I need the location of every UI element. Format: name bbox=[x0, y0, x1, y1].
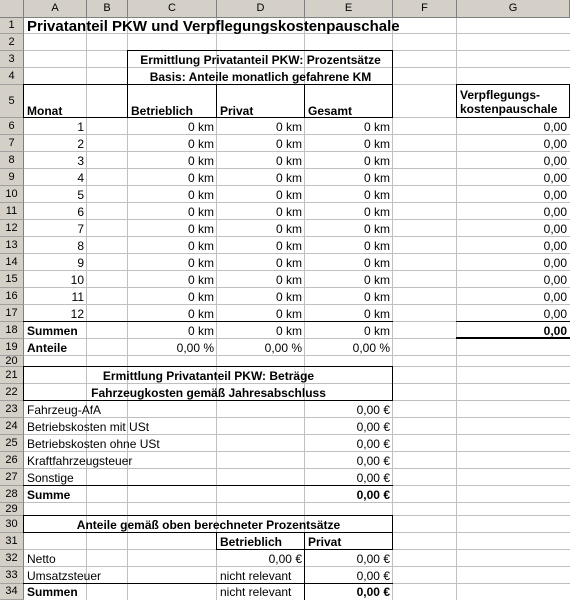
km-betrieblich[interactable]: 0 km bbox=[187, 136, 214, 151]
km-gesamt[interactable]: 0 km bbox=[363, 238, 390, 253]
section3-heading[interactable]: Anteile gemäß oben berechneter Prozentsätze bbox=[76, 517, 341, 532]
cost-label[interactable]: Betriebskosten ohne USt bbox=[27, 436, 160, 451]
column-header-b[interactable]: B bbox=[87, 0, 128, 18]
header-line-2: kostenpauschale bbox=[460, 101, 558, 116]
netto-betrieblich[interactable]: 0,00 € bbox=[268, 551, 302, 566]
row-header-16[interactable]: 16 bbox=[0, 288, 24, 305]
km-privat[interactable]: 0 km bbox=[275, 187, 302, 202]
verpflegung-value[interactable]: 0,00 bbox=[543, 272, 567, 287]
month-number[interactable]: 9 bbox=[77, 255, 84, 270]
header-betrieblich[interactable]: Betrieblich bbox=[131, 104, 194, 118]
header-betrieblich-2[interactable]: Betrieblich bbox=[220, 534, 283, 549]
month-number[interactable]: 2 bbox=[77, 136, 84, 151]
row-header-33[interactable]: 33 bbox=[0, 567, 24, 584]
km-betrieblich[interactable]: 0 km bbox=[187, 255, 214, 270]
row-header-3[interactable]: 3 bbox=[0, 51, 24, 68]
km-betrieblich[interactable]: 0 km bbox=[187, 289, 214, 304]
netto-privat[interactable]: 0,00 € bbox=[356, 551, 390, 566]
km-privat[interactable]: 0 km bbox=[275, 119, 302, 134]
cost-label[interactable]: Betriebskosten mit USt bbox=[27, 419, 150, 434]
row-header-20[interactable]: 20 bbox=[0, 356, 24, 367]
row-header-27[interactable]: 27 bbox=[0, 469, 24, 486]
month-number[interactable]: 5 bbox=[77, 187, 84, 202]
section1-heading[interactable]: Ermittlung Privatanteil PKW: Prozentsätze bbox=[140, 52, 381, 67]
km-privat[interactable]: 0 km bbox=[275, 153, 302, 168]
month-number[interactable]: 11 bbox=[71, 289, 84, 304]
sum-gesamt[interactable]: 0 km bbox=[363, 323, 390, 338]
umsatzsteuer-betrieblich[interactable]: nicht relevant bbox=[220, 568, 292, 583]
month-number[interactable]: 6 bbox=[77, 204, 84, 219]
row-header-8[interactable]: 8 bbox=[0, 152, 24, 169]
cost-label[interactable]: Kraftfahrzeugsteuer bbox=[27, 453, 133, 468]
km-betrieblich[interactable]: 0 km bbox=[187, 238, 214, 253]
select-all-corner[interactable] bbox=[0, 0, 24, 18]
month-number[interactable]: 7 bbox=[77, 221, 84, 236]
km-betrieblich[interactable]: 0 km bbox=[187, 306, 214, 321]
month-number[interactable]: 8 bbox=[77, 238, 84, 253]
month-number[interactable]: 4 bbox=[77, 170, 84, 185]
verpflegung-value[interactable]: 0,00 bbox=[543, 204, 567, 219]
km-privat[interactable]: 0 km bbox=[275, 238, 302, 253]
month-number[interactable]: 12 bbox=[70, 306, 84, 321]
row-header-23[interactable]: 23 bbox=[0, 401, 24, 418]
verpflegung-value[interactable]: 0,00 bbox=[543, 238, 567, 253]
row-header-22[interactable]: 22 bbox=[0, 384, 24, 401]
cost-label[interactable]: Fahrzeug-AfA bbox=[27, 402, 102, 417]
row-header-18[interactable]: 18 bbox=[0, 322, 24, 339]
row-header-2[interactable]: 2 bbox=[0, 34, 24, 51]
section2-subheading[interactable]: Fahrzeugkosten gemäß Jahresabschluss bbox=[91, 385, 326, 400]
verpflegung-value[interactable]: 0,00 bbox=[543, 153, 567, 168]
umsatzsteuer-label[interactable]: Umsatzsteuer bbox=[27, 568, 102, 583]
gridline-horizontal bbox=[24, 502, 570, 503]
column-header-a[interactable]: A bbox=[24, 0, 87, 18]
header-monat[interactable]: Monat bbox=[27, 104, 63, 118]
row-header-4[interactable]: 4 bbox=[0, 68, 24, 85]
cost-value[interactable]: 0,00 € bbox=[356, 470, 390, 485]
cost-value[interactable]: 0,00 € bbox=[356, 436, 390, 451]
summe-value[interactable]: 0,00 € bbox=[356, 487, 390, 502]
section2-heading[interactable]: Ermittlung Privatanteil PKW: Beträge bbox=[102, 368, 315, 383]
km-gesamt[interactable]: 0 km bbox=[363, 187, 390, 202]
verpflegung-value[interactable]: 0,00 bbox=[543, 170, 567, 185]
km-betrieblich[interactable]: 0 km bbox=[187, 204, 214, 219]
km-betrieblich[interactable]: 0 km bbox=[187, 153, 214, 168]
row-header-26[interactable]: 26 bbox=[0, 452, 24, 469]
cost-label[interactable]: Sonstige bbox=[27, 470, 74, 485]
share-gesamt[interactable]: 0,00 % bbox=[352, 340, 390, 355]
km-gesamt[interactable]: 0 km bbox=[363, 255, 390, 270]
row-header-6[interactable]: 6 bbox=[0, 118, 24, 135]
sum-betrieblich[interactable]: 0 km bbox=[187, 323, 214, 338]
verpflegung-value[interactable]: 0,00 bbox=[543, 255, 567, 270]
verpflegung-value[interactable]: 0,00 bbox=[543, 221, 567, 236]
verpflegung-value[interactable]: 0,00 bbox=[543, 187, 567, 202]
km-betrieblich[interactable]: 0 km bbox=[187, 187, 214, 202]
km-betrieblich[interactable]: 0 km bbox=[187, 170, 214, 185]
column-header-g[interactable]: G bbox=[457, 0, 570, 18]
column-header-c[interactable]: C bbox=[128, 0, 217, 18]
netto-label[interactable]: Netto bbox=[27, 551, 56, 566]
sum-verpflegung[interactable]: 0,00 bbox=[543, 323, 567, 338]
km-gesamt[interactable]: 0 km bbox=[363, 170, 390, 185]
verpflegung-value[interactable]: 0,00 bbox=[543, 289, 567, 304]
km-gesamt[interactable]: 0 km bbox=[363, 221, 390, 236]
summen-privat[interactable]: 0,00 € bbox=[356, 585, 390, 599]
km-privat[interactable]: 0 km bbox=[275, 136, 302, 151]
row-header-11[interactable]: 11 bbox=[0, 203, 24, 220]
row-header-34[interactable]: 34 bbox=[0, 584, 24, 600]
month-number[interactable]: 3 bbox=[77, 153, 84, 168]
column-header-f[interactable]: F bbox=[393, 0, 457, 18]
sheet-title[interactable]: Privatanteil PKW und Verpflegungskostenpauschale bbox=[27, 17, 400, 35]
row-header-5[interactable]: 5 bbox=[0, 85, 24, 118]
column-header-d[interactable]: D bbox=[217, 0, 305, 18]
month-number[interactable]: 1 bbox=[77, 119, 84, 134]
row-header-17[interactable]: 17 bbox=[0, 305, 24, 322]
summen-label[interactable]: Summen bbox=[27, 323, 78, 338]
km-privat[interactable]: 0 km bbox=[275, 289, 302, 304]
verpflegung-value[interactable]: 0,00 bbox=[543, 119, 567, 134]
km-gesamt[interactable]: 0 km bbox=[363, 289, 390, 304]
km-gesamt[interactable]: 0 km bbox=[363, 306, 390, 321]
header-line-1: Verpflegungs- bbox=[460, 87, 541, 102]
row-header-24[interactable]: 24 bbox=[0, 418, 24, 435]
km-gesamt[interactable]: 0 km bbox=[363, 136, 390, 151]
row-header-9[interactable]: 9 bbox=[0, 169, 24, 186]
umsatzsteuer-privat[interactable]: 0,00 € bbox=[356, 568, 390, 583]
summen-betrieblich[interactable]: nicht relevant bbox=[220, 585, 292, 599]
row-header-13[interactable]: 13 bbox=[0, 237, 24, 254]
row-header-1[interactable]: 1 bbox=[0, 18, 24, 34]
row-header-7[interactable]: 7 bbox=[0, 135, 24, 152]
row-header-14[interactable]: 14 bbox=[0, 254, 24, 271]
row-header-25[interactable]: 25 bbox=[0, 435, 24, 452]
row-header-15[interactable]: 15 bbox=[0, 271, 24, 288]
share-betrieblich[interactable]: 0,00 % bbox=[176, 340, 214, 355]
cost-value[interactable]: 0,00 € bbox=[356, 453, 390, 468]
row-header-32[interactable]: 32 bbox=[0, 550, 24, 567]
km-betrieblich[interactable]: 0 km bbox=[187, 272, 214, 287]
verpflegung-value[interactable]: 0,00 bbox=[543, 306, 567, 321]
sum-privat[interactable]: 0 km bbox=[275, 323, 302, 338]
month-number[interactable]: 10 bbox=[70, 272, 84, 287]
km-gesamt[interactable]: 0 km bbox=[363, 204, 390, 219]
cost-value[interactable]: 0,00 € bbox=[356, 419, 390, 434]
km-gesamt[interactable]: 0 km bbox=[363, 272, 390, 287]
share-privat[interactable]: 0,00 % bbox=[264, 340, 302, 355]
row-header-12[interactable]: 12 bbox=[0, 220, 24, 237]
summen-label-2[interactable]: Summen bbox=[27, 585, 78, 599]
km-betrieblich[interactable]: 0 km bbox=[187, 221, 214, 236]
section1-subheading[interactable]: Basis: Anteile monatlich gefahrene KM bbox=[149, 69, 372, 84]
row-header-29[interactable]: 29 bbox=[0, 503, 24, 516]
verpflegung-value[interactable]: 0,00 bbox=[543, 136, 567, 151]
km-gesamt[interactable]: 0 km bbox=[363, 153, 390, 168]
km-privat[interactable]: 0 km bbox=[275, 221, 302, 236]
km-gesamt[interactable]: 0 km bbox=[363, 119, 390, 134]
row-header-30[interactable]: 30 bbox=[0, 516, 24, 533]
column-header-e[interactable]: E bbox=[305, 0, 393, 18]
summe-label[interactable]: Summe bbox=[27, 487, 71, 502]
row-header-31[interactable]: 31 bbox=[0, 533, 24, 550]
header-privat[interactable]: Privat bbox=[220, 104, 254, 118]
header-gesamt[interactable]: Gesamt bbox=[308, 104, 353, 118]
header-privat-2[interactable]: Privat bbox=[308, 534, 342, 549]
km-privat[interactable]: 0 km bbox=[275, 255, 302, 270]
km-privat[interactable]: 0 km bbox=[275, 170, 302, 185]
row-header-10[interactable]: 10 bbox=[0, 186, 24, 203]
km-privat[interactable]: 0 km bbox=[275, 306, 302, 321]
km-betrieblich[interactable]: 0 km bbox=[187, 119, 214, 134]
row-header-28[interactable]: 28 bbox=[0, 486, 24, 503]
header-verpflegungskostenpauschale[interactable] bbox=[457, 85, 570, 118]
row-header-19[interactable]: 19 bbox=[0, 339, 24, 356]
cost-value[interactable]: 0,00 € bbox=[356, 402, 390, 417]
anteile-label[interactable]: Anteile bbox=[27, 340, 68, 355]
row-header-21[interactable]: 21 bbox=[0, 367, 24, 384]
km-privat[interactable]: 0 km bbox=[275, 272, 302, 287]
km-privat[interactable]: 0 km bbox=[275, 204, 302, 219]
